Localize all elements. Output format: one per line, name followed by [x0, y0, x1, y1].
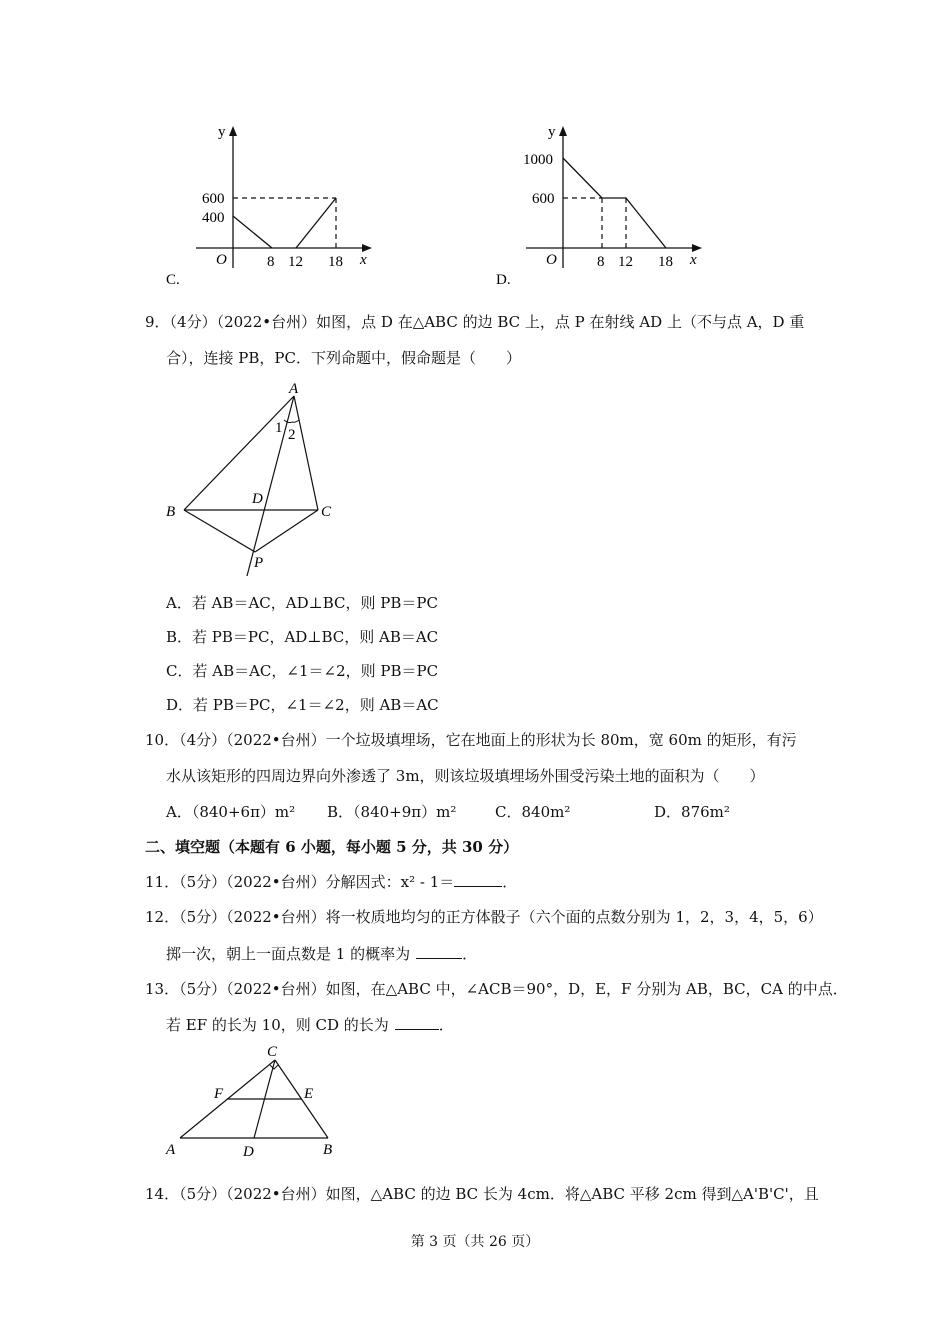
y-tick-label: 1000	[523, 152, 553, 168]
q11-line	[145, 871, 517, 892]
q12-line2	[166, 943, 477, 964]
segment-pb	[184, 510, 255, 552]
question-text: 分解因式：x² - 1＝	[325, 873, 455, 891]
question-number: 10．	[145, 731, 180, 749]
q14-line1	[145, 1183, 819, 1204]
x-tick-label: 12	[618, 254, 633, 270]
question-number: 12．	[145, 908, 180, 926]
graph-d-svg	[490, 118, 730, 293]
y-arrow	[559, 126, 567, 136]
x-axis-label: x	[690, 252, 697, 268]
graph-c	[160, 118, 400, 293]
graph-segment	[296, 198, 336, 248]
question-source: （5分）（2022•台州）	[179, 980, 326, 998]
q9-option-c: C．若 AB＝AC，∠1＝∠2，则 PB＝PC	[166, 662, 439, 680]
q13-figure-svg	[160, 1040, 350, 1165]
angle-2-label: 2	[288, 427, 296, 443]
section-title: 二、填空题（本题有 6 小题，每小题 5 分，共 30 分）	[145, 838, 519, 856]
question-text: 掷一次，朝上一面点数是 1 的概率为	[166, 945, 411, 963]
q9-figure	[160, 376, 350, 581]
x-tick-label: 18	[658, 254, 673, 270]
q9-option-d: D．若 PB＝PC，∠1＝∠2，则 AB＝AC	[166, 696, 439, 714]
ray-ap	[247, 396, 294, 576]
question-source: （5分）（2022•台州）	[179, 1185, 326, 1203]
question-end: ．	[438, 1016, 454, 1034]
origin-label: O	[216, 252, 227, 268]
question-text: 将一枚质地均匀的正方体骰子（六个面的点数分别为 1，2，3，4，5，6）	[325, 908, 823, 926]
q10-option-c: C．840m²	[495, 803, 571, 821]
y-tick-label: 400	[202, 210, 225, 226]
question-source: （5分）（2022•台州）	[179, 873, 326, 891]
q10-option-b: B．（840+9π）m²	[327, 803, 457, 821]
q9-option-b: B．若 PB＝PC，AD⊥BC，则 AB＝AC	[166, 628, 439, 646]
question-source: （4分）（2022•台州）	[179, 731, 326, 749]
point-e-label: E	[304, 1086, 314, 1102]
segment-ac	[294, 396, 318, 510]
y-tick-label: 600	[532, 191, 555, 207]
x-tick-label: 8	[597, 254, 605, 270]
q10-option-d: D．876m²	[654, 803, 730, 821]
question-text: 一个垃圾填埋场，它在地面上的形状为长 80m，宽 60m 的矩形，有污	[325, 731, 797, 749]
question-text: 若 EF 的长为 10，则 CD 的长为	[166, 1016, 389, 1034]
question-number: 11．	[145, 873, 180, 891]
question-end: ．	[502, 873, 518, 891]
segment-pc	[255, 510, 318, 552]
answer-blank[interactable]	[416, 944, 462, 959]
q10-line1	[145, 729, 797, 750]
q9-option-a: A．若 AB＝AC，AD⊥BC，则 PB＝PC	[166, 594, 438, 612]
origin-label: O	[546, 252, 557, 268]
x-tick-label: 18	[328, 254, 343, 270]
y-axis-label: y	[218, 124, 226, 140]
point-c-label: C	[267, 1044, 278, 1060]
segment-ab	[184, 396, 294, 510]
graph-c-svg	[160, 118, 400, 293]
graph-segment	[233, 216, 272, 248]
page-footer: 第 3 页（共 26 页）	[410, 1234, 540, 1250]
point-p-label: P	[254, 555, 264, 571]
q13-figure	[160, 1040, 350, 1165]
graph-polyline	[563, 158, 666, 248]
y-tick-label: 600	[202, 191, 225, 207]
y-arrow	[229, 126, 237, 136]
graph-d	[490, 118, 730, 293]
question-source: （5分）（2022•台州）	[179, 908, 326, 926]
question-text: 如图，△ABC 的边 BC 长为 4cm．将△ABC 平移 2cm 得到△A'B'C'，且	[325, 1185, 819, 1203]
point-a-label: A	[166, 1142, 176, 1158]
x-arrow	[362, 244, 372, 252]
q12-line1	[145, 906, 823, 927]
question-text: 如图，在△ABC 中，∠ACB＝90°，D，E，F 分别为 AB，BC，CA 的中点．	[325, 980, 848, 998]
q9-line2: 合），连接 PB，PC．下列命题中，假命题是（ ）	[166, 349, 521, 367]
question-end: ．	[462, 945, 478, 963]
x-arrow	[692, 244, 702, 252]
x-tick-label: 12	[288, 254, 303, 270]
question-source: （4分）（2022•台州）	[169, 313, 317, 331]
point-c-label: C	[321, 504, 332, 520]
q9-line1	[145, 311, 804, 332]
question-number: 13．	[145, 980, 180, 998]
option-label: C.	[166, 272, 180, 288]
question-number: 14．	[145, 1185, 180, 1203]
q13-line2	[166, 1014, 454, 1035]
q13-line1	[145, 978, 848, 999]
answer-blank[interactable]	[395, 1015, 439, 1030]
question-text: 如图，点 D 在△ABC 的边 BC 上，点 P 在射线 AD 上（不与点 A，D 重	[316, 313, 805, 331]
option-label: D.	[496, 272, 511, 288]
angle-1-label: 1	[275, 420, 283, 436]
q9-figure-svg	[160, 376, 350, 581]
angle-arc	[292, 420, 299, 422]
point-d-label: D	[243, 1144, 254, 1160]
point-b-label: B	[166, 504, 176, 520]
q10-line2: 水从该矩形的四周边界向外渗透了 3m，则该垃圾填埋场外围受污染土地的面积为（ ）	[166, 767, 765, 785]
x-axis-label: x	[360, 252, 367, 268]
question-number: 9．	[145, 313, 170, 331]
point-b-label: B	[323, 1142, 333, 1158]
point-a-label: A	[289, 381, 299, 397]
q10-option-a: A．（840+6π）m²	[166, 803, 296, 821]
point-d-label: D	[252, 491, 263, 507]
answer-blank[interactable]	[454, 872, 502, 887]
x-tick-label: 8	[267, 254, 275, 270]
point-f-label: F	[214, 1086, 224, 1102]
y-axis-label: y	[548, 124, 556, 140]
